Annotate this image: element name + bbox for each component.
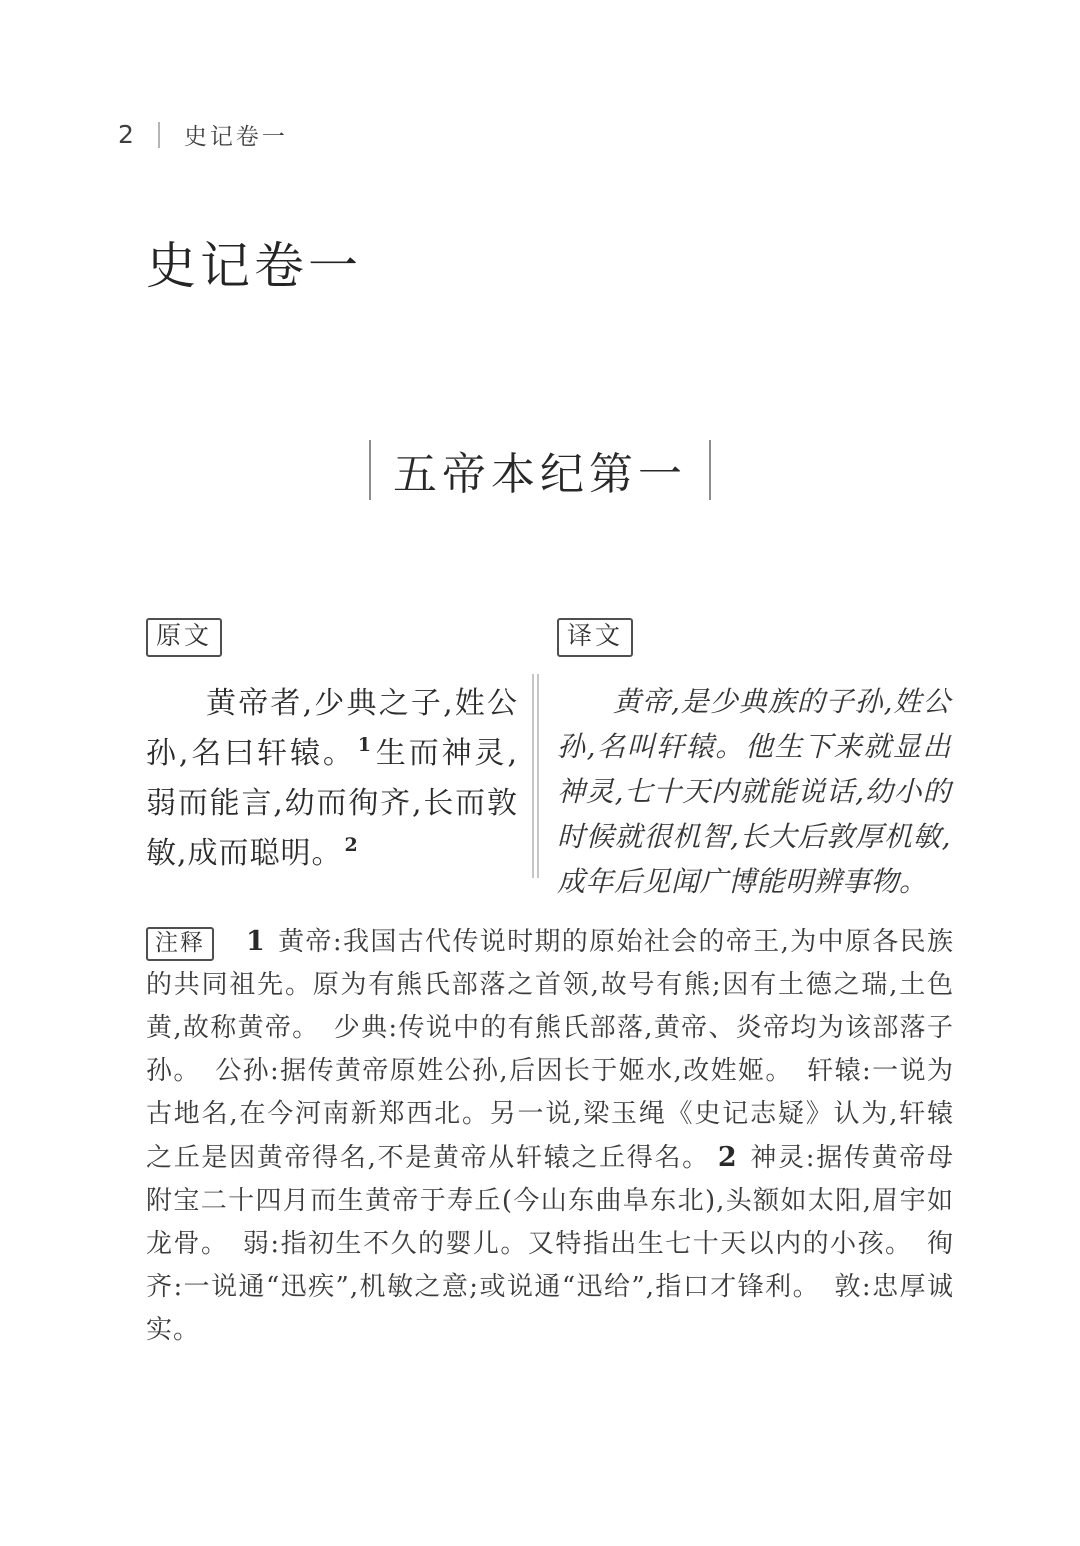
annotation-item-2-text: 神灵:据传黄帝母附宝二十四月而生黄帝于寿丘(今山东曲阜东北),头额如太阳,眉宇如龙骨。 弱:指初生不久的婴儿。又特指出生七十天以内的小孩。 徇齐:一说通“迅疾”,机敏之意;或说通“迅给”,指口才锋利。 敦:忠厚诚实。: [146, 1143, 954, 1345]
volume-title: 史记卷一: [146, 237, 362, 295]
note-ref-1: 1: [357, 733, 372, 756]
original-text-part2: 生而神灵,弱而能言,幼而徇齐,长而敦敏,成而聪明。: [146, 735, 518, 871]
annotation-label: 注释: [146, 927, 214, 961]
note-ref-2: 2: [344, 833, 359, 856]
chapter-title: 五帝本纪第一: [393, 449, 687, 500]
original-paragraph: [146, 679, 518, 879]
column-divider: [532, 674, 539, 878]
page-header: [118, 118, 288, 151]
annotation-item-2-number: 2: [717, 1142, 738, 1173]
decorative-bar-left: [369, 440, 371, 500]
original-text-column: [146, 618, 518, 879]
original-label: 原文: [146, 618, 222, 657]
translation-paragraph: 黄帝,是少典族的子孙,姓公孙,名叫轩辕。他生下来就显出神灵,七十天内就能说话,幼小的时候就很机智,长大后敦厚机敏,成年后见闻广博能明辨事物。: [557, 684, 951, 898]
decorative-bar-right: [709, 440, 711, 500]
header-divider-bar: [158, 122, 160, 148]
running-title: 史记卷一: [183, 124, 288, 150]
annotation-item-1-number: 1: [246, 926, 266, 957]
annotation-section: [146, 920, 954, 1352]
translation-label: 译文: [557, 618, 633, 657]
annotation-item-1-text: 黄帝:我国古代传说时期的原始社会的帝王,为中原各民族的共同祖先。原为有熊氏部落之首领,故号有熊;因有土德之瑞,土色黄,故称黄帝。 少典:传说中的有熊氏部落,黄帝、炎帝均为该部落子孙。 公孙:据传黄帝原姓公孙,后因长于姬水,改姓姬。 轩辕:一说为古地名,在今河南新郑西北。另一说,梁玉绳《史记志疑》认为,轩辕之丘是因黄帝得名,不是黄帝从轩辕之丘得名。: [146, 927, 954, 1173]
chapter-heading: [0, 438, 1080, 502]
original-text-part1: 黄帝者,少典之子,姓公孙,名曰轩辕。: [146, 685, 518, 771]
page-number: 2: [118, 120, 134, 149]
translation-column: [557, 618, 951, 904]
text-columns: [146, 618, 954, 904]
